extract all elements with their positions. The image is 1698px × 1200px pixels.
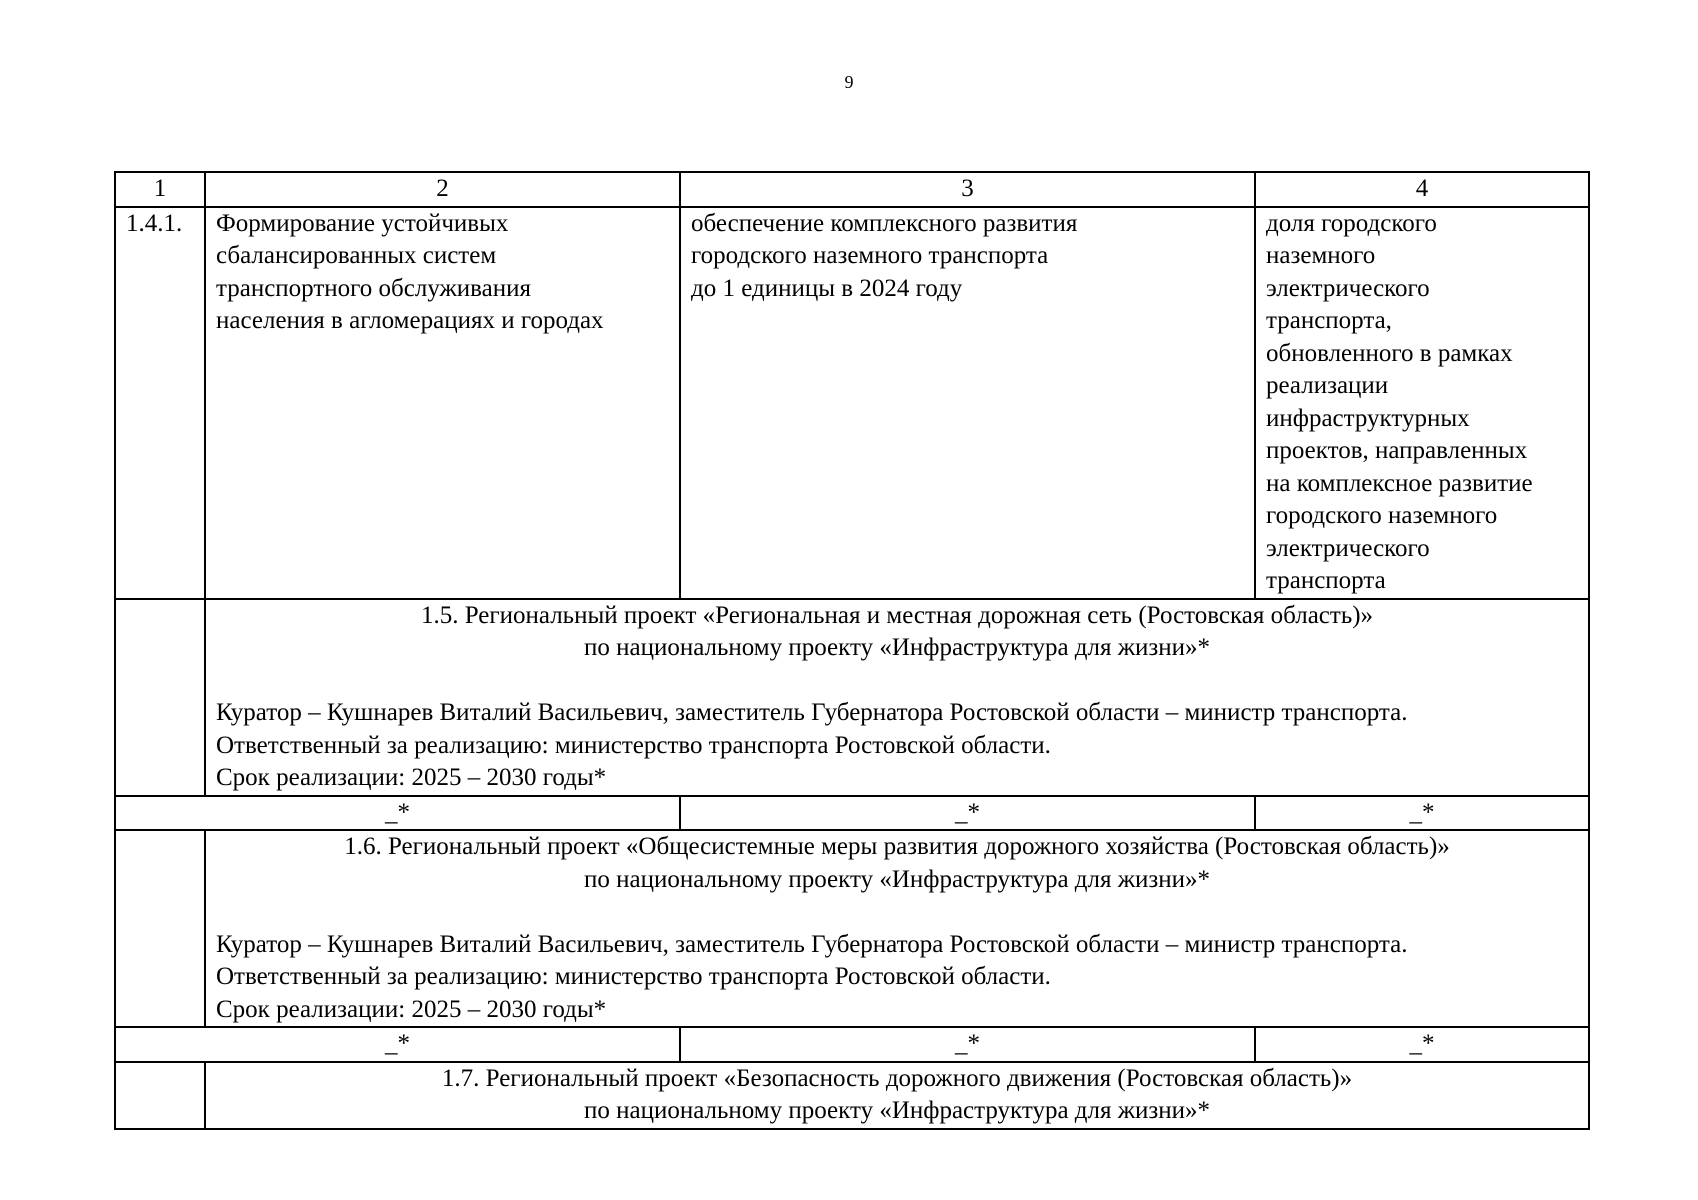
project-1-5-curator: Куратор – Кушнарев Виталий Васильевич, заместитель Губернатора Ростовской области – министр транспорта. [216,699,1408,726]
task-line: Формирование устойчивых [216,209,509,237]
project-1-6-responsible: Ответственный за реализацию: министерство транспорта Ростовской области. [216,963,1051,990]
project-1-5-header-row [115,599,1589,796]
indicator-line: транспорта [1266,567,1386,594]
table-cell: _* [1255,1027,1589,1062]
task-line: сбалансированных систем [216,242,497,269]
indicator-line: городского наземного [1266,502,1498,529]
table-cell: _* [115,796,680,831]
project-1-7-title: 1.7. Региональный проект «Безопасность дорожного движения (Ростовская область)» [441,1064,1353,1092]
indicator-line: инфраструктурных [1266,404,1470,432]
project-1-7-header-row [115,1062,1589,1129]
row-number: 1.4.1. [115,207,205,599]
table-cell: _* [115,1027,680,1062]
indicator-cell [1255,207,1589,599]
indicator-line: транспорта, [1266,307,1392,334]
task-cell [205,207,680,599]
table-cell: _* [680,1027,1255,1062]
effect-line: городского наземного транспорта [691,242,1049,269]
effect-cell [680,207,1255,599]
indicator-line: электрического [1266,534,1430,562]
empty-number-cell [115,1062,205,1129]
project-1-5-cell [205,599,1589,796]
project-1-5-data-row [115,796,1589,831]
empty-number-cell [115,599,205,796]
effect-line: до 1 единицы в 2024 году [691,274,963,302]
project-1-5-subtitle: по национальному проекту «Инфраструктура для жизни»* [583,634,1211,661]
project-1-6-data-row [115,1027,1589,1062]
project-1-6-curator: Куратор – Кушнарев Виталий Васильевич, заместитель Губернатора Ростовской области – министр транспорта. [216,930,1408,958]
project-1-7-cell [205,1062,1589,1129]
project-1-6-term: Срок реализации: 2025 – 2030 годы* [216,995,607,1023]
header-cell-1: 1 [115,172,205,207]
effect-line: обеспечение комплексного развития [691,209,1078,237]
project-1-6-cell [205,830,1589,1027]
indicator-line: проектов, направленных [1266,437,1528,464]
project-1-6-header-row [115,830,1589,1027]
table-cell: _* [1255,796,1589,831]
indicator-line: обновленного в рамках [1266,339,1513,367]
project-1-6-title: 1.6. Региональный проект «Общесистемные меры развития дорожного хозяйства (Ростовская область)» [344,833,1450,860]
task-line: транспортного обслуживания [216,274,531,302]
task-line: населения в агломерациях и городах [216,307,604,334]
project-1-7-subtitle: по национальному проекту «Инфраструктура для жизни»* [583,1097,1211,1124]
header-cell-3: 3 [680,172,1255,207]
project-1-5-responsible: Ответственный за реализацию: министерство транспорта Ростовской области. [216,731,1051,759]
table-row-1-4-1 [115,207,1589,599]
project-1-6-subtitle: по национальному проекту «Инфраструктура для жизни»* [583,865,1211,893]
project-1-5-title: 1.5. Региональный проект «Региональная и местная дорожная сеть (Ростовская область)» [420,601,1374,629]
indicator-line: электрического [1266,274,1430,302]
indicator-line: реализации [1266,372,1389,399]
indicator-line: наземного [1266,242,1376,269]
header-row [115,172,1589,207]
header-cell-2: 2 [205,172,680,207]
indicator-line: на комплексное развитие [1266,469,1533,497]
page-number: 9 [844,72,854,92]
measures-table [114,171,1590,1130]
empty-number-cell [115,830,205,1027]
project-1-5-term: Срок реализации: 2025 – 2030 годы* [216,764,607,791]
header-cell-4: 4 [1255,172,1589,207]
table-cell: _* [680,796,1255,831]
indicator-line: доля городского [1266,209,1437,237]
